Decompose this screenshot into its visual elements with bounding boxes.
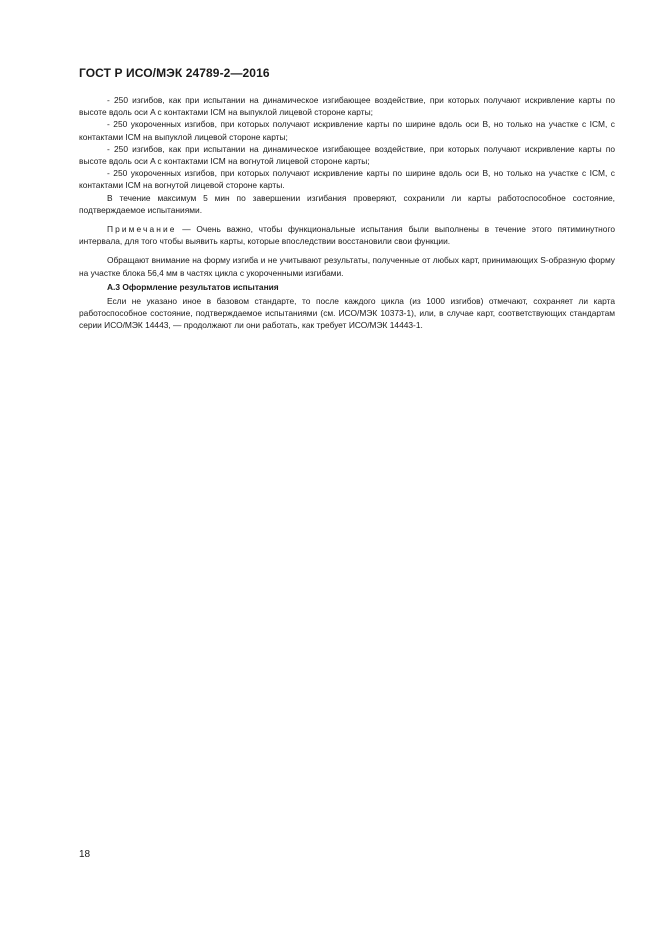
note-paragraph bbox=[79, 223, 615, 247]
list-item-short-bends-b-convex: - 250 укороченных изгибов, при которых получают искривление карты по ширине вдоль оси B, но только на участке с ICM, с контактами ICM на выпуклой лицевой стороне карты; bbox=[79, 119, 615, 142]
list-item-bends-a-concave: - 250 изгибов, как при испытании на динамическое изгибающее воздействие, при которых получают искривление карты по высоте вдоль оси A с контактами ICM на вогнутой лицевой стороне карты; bbox=[79, 143, 615, 167]
document-body bbox=[79, 94, 615, 332]
document-header: ГОСТ Р ИСО/МЭК 24789-2—2016 bbox=[79, 66, 270, 80]
note-label: Примечание bbox=[107, 224, 177, 235]
list-item-bends-a-convex: - 250 изгибов, как при испытании на динамическое изгибающее воздействие, при которых получают искривление карты по высоте вдоль оси A с контактами ICM на выпуклой лицевой стороне карты; bbox=[79, 95, 615, 118]
list-item-short-bends-b-concave: - 250 укороченных изгибов, при которых получают искривление карты по ширине вдоль оси B, но только на участке с ICM, с контактами ICM на вогнутой лицевой стороне карты. bbox=[79, 168, 615, 191]
note-text: — Очень важно, чтобы функциональные испытания были выполнены в течение этого пятиминутного интервала, для того чтобы выявить карты, которые впоследствии восстановили свои функции. bbox=[79, 224, 615, 247]
paragraph-bend-shape: Обращают внимание на форму изгиба и не учитывают результаты, полученные от любых карт, принимающих S-образную форму на участке блока 56,4 мм в частях цикла с укороченными изгибами. bbox=[79, 255, 615, 278]
paragraph-functional-check: В течение максимум 5 мин по завершении изгибания проверяют, сохранили ли карты работоспособное состояние, подтверждаемое испытаниями. bbox=[79, 192, 615, 215]
paragraph-results: Если не указано иное в базовом стандарте, то после каждого цикла (из 1000 изгибов) отмечают, сохраняет ли карта работоспособное состояние, подтверждаемое испытаниями (см. ИСО/МЭК 10373-1), или, в случае карт, соответствующих стандартам серии ИСО/МЭК 14443, — продолжают ли они работать, как требует ИСО/МЭК 14443-1. bbox=[79, 296, 615, 331]
page-number: 18 bbox=[79, 849, 91, 860]
section-heading-a3: А.3 Оформление результатов испытания bbox=[107, 281, 279, 292]
